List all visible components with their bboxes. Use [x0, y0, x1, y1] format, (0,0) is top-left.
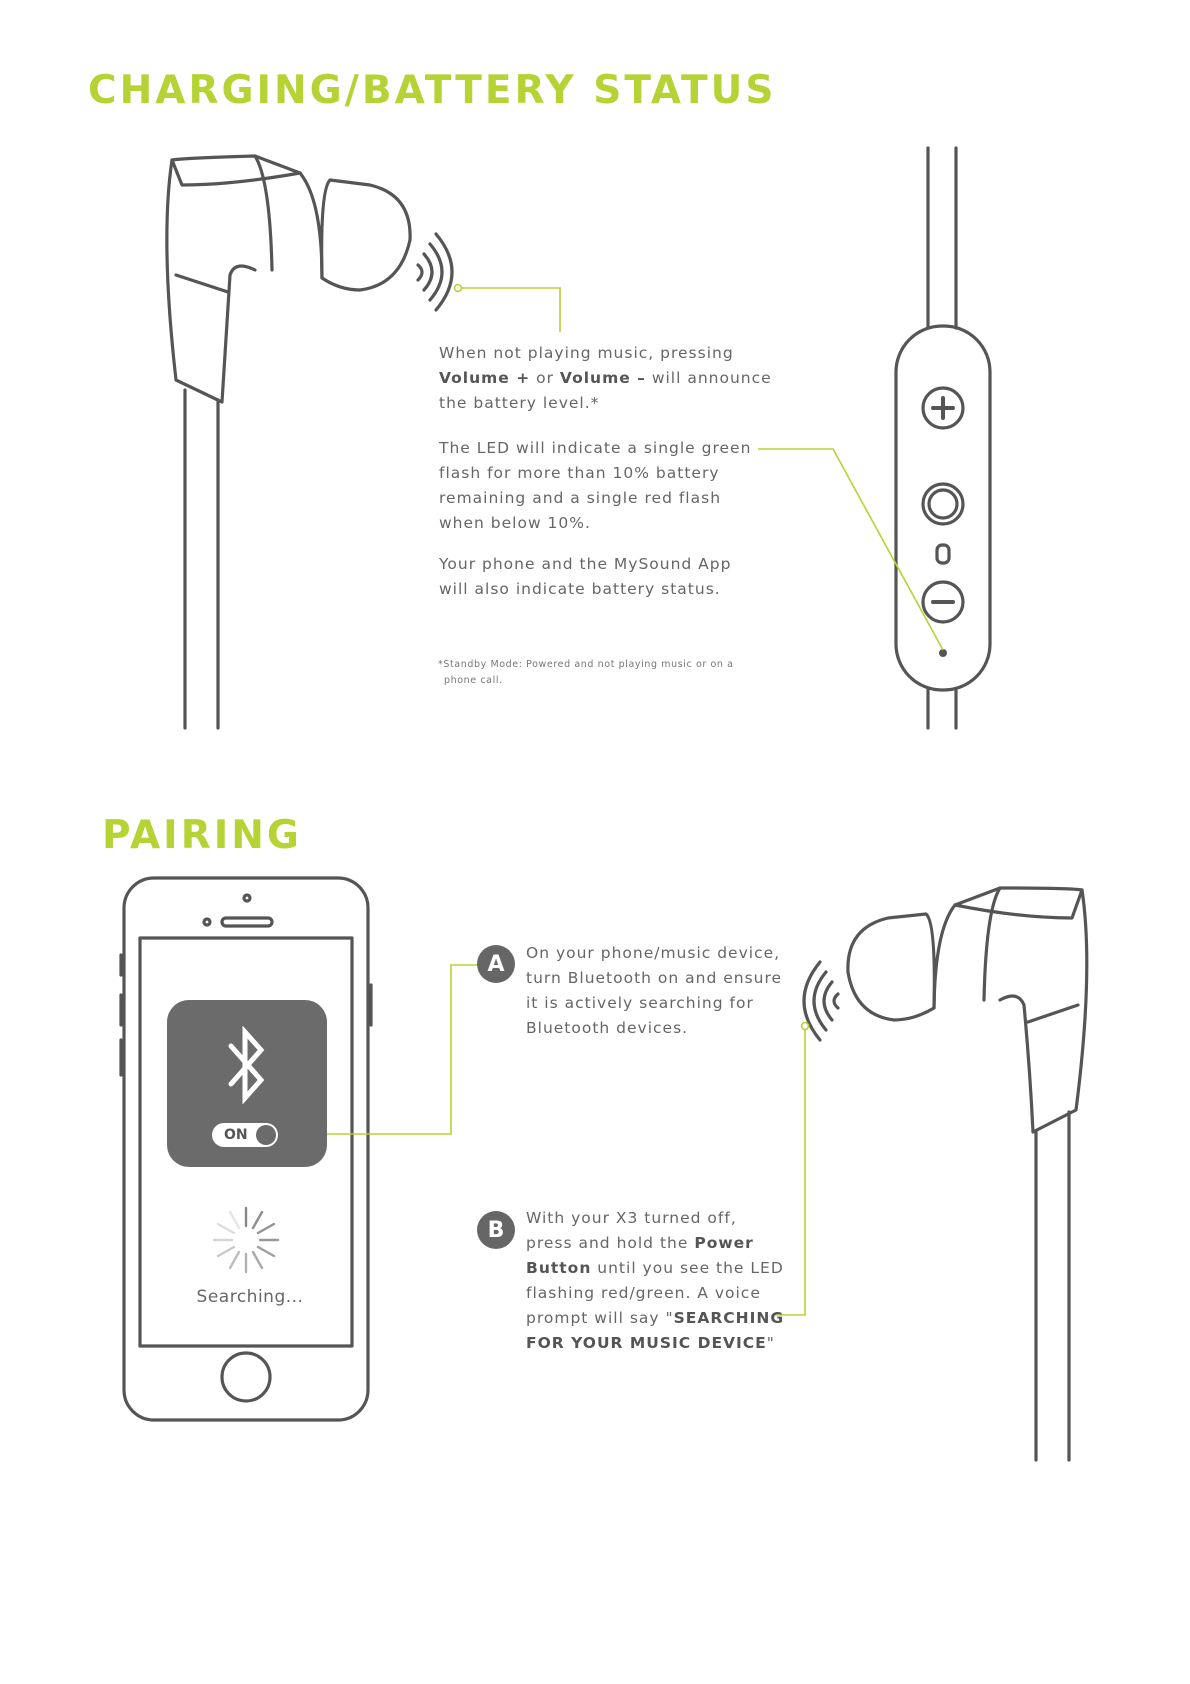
step-a-badge: A: [477, 945, 515, 983]
section-title-pairing: PAIRING: [102, 813, 302, 858]
loading-spinner-icon: [214, 1208, 278, 1272]
earbud-bottom-illustration: [804, 888, 1087, 1460]
remote-control-illustration: [896, 148, 990, 728]
toggle-knob: [256, 1125, 276, 1145]
bluetooth-settings-card: [167, 1000, 327, 1167]
searching-status: Searching...: [196, 1287, 304, 1307]
step-b-badge: B: [477, 1211, 515, 1249]
mic-icon: [937, 545, 949, 563]
app-status-text: Your phone and the MySound App will also indicate battery status.: [439, 555, 732, 598]
toggle-label: ON: [224, 1127, 248, 1143]
earbud-top-illustration: [167, 156, 452, 728]
led-indicator: [939, 649, 947, 657]
battery-announce-text: When not playing music, pressing Volume + or Volume – will announce the battery level.*: [439, 344, 772, 412]
section-title-charging: CHARGING/BATTERY STATUS: [88, 68, 777, 113]
bluetooth-toggle[interactable]: [212, 1123, 278, 1147]
step-a-text: On your phone/music device, turn Bluetooth on and ensure it is actively searching for Bluetooth devices.: [526, 944, 783, 1037]
led-indicator-text: The LED will indicate a single green flash for more than 10% battery remaining and a single red flash when below 10%.: [439, 439, 752, 532]
step-b-text: With your X3 turned off, press and hold the Power Button until you see the LED flashing red/green. A voice prompt will say "SEARCHING FOR YOUR MUSIC DEVICE": [526, 1209, 785, 1352]
standby-footnote: *Standby Mode: Powered and not playing music or on a phone call.: [438, 659, 734, 686]
home-button: [222, 1353, 270, 1401]
bluetooth-icon: [225, 1026, 269, 1104]
